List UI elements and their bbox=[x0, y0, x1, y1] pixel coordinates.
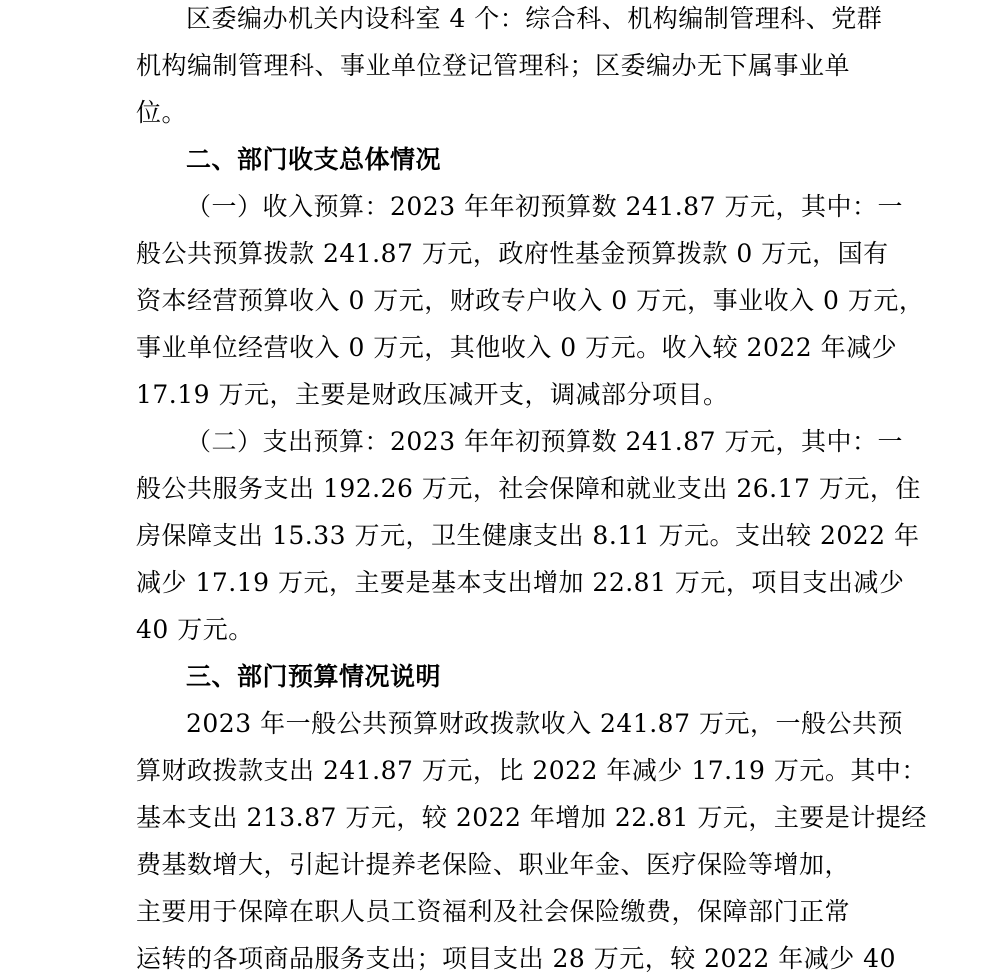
paragraph-line: 算财政拨款支出 241.87 万元，比 2022 年减少 17.19 万元。其中： bbox=[136, 756, 927, 785]
paragraph-line: 40 万元。 bbox=[136, 615, 254, 644]
paragraph-line: 2023 年一般公共预算财政拨款收入 241.87 万元，一般公共预 bbox=[186, 709, 903, 738]
paragraph-line: 房保障支出 15.33 万元，卫生健康支出 8.11 万元。支出较 2022 年 bbox=[136, 521, 920, 550]
paragraph-line: 主要用于保障在职人员工资福利及社会保险缴费，保障部门正常 bbox=[136, 897, 851, 926]
paragraph-line: 17.19 万元，主要是财政压减开支，调减部分项目。 bbox=[136, 380, 729, 409]
paragraph-line: 运转的各项商品服务支出；项目支出 28 万元，较 2022 年减少 40 bbox=[136, 944, 896, 973]
paragraph-line: 基本支出 213.87 万元，较 2022 年增加 22.81 万元，主要是计提经 bbox=[136, 803, 927, 832]
section-heading: 三、部门预算情况说明 bbox=[186, 662, 442, 691]
paragraph-line: 区委编办机关内设科室 4 个：综合科、机构编制管理科、党群 bbox=[186, 4, 883, 33]
paragraph-line: 机构编制管理科、事业单位登记管理科；区委编办无下属事业单 bbox=[136, 51, 851, 80]
paragraph-line: 般公共预算拨款 241.87 万元，政府性基金预算拨款 0 万元，国有 bbox=[136, 239, 889, 268]
paragraph-line: 位。 bbox=[136, 98, 188, 127]
paragraph-line: 般公共服务支出 192.26 万元，社会保障和就业支出 26.17 万元，住 bbox=[136, 474, 921, 503]
paragraph-line: 事业单位经营收入 0 万元，其他收入 0 万元。收入较 2022 年减少 bbox=[136, 333, 898, 362]
paragraph-line: 减少 17.19 万元，主要是基本支出增加 22.81 万元，项目支出减少 bbox=[136, 568, 905, 597]
paragraph-line: 费基数增大，引起计提养老保险、职业年金、医疗保险等增加， bbox=[136, 850, 851, 879]
section-heading: 二、部门收支总体情况 bbox=[186, 145, 442, 174]
paragraph-line: （二）支出预算：2023 年年初预算数 241.87 万元，其中：一 bbox=[186, 427, 903, 456]
paragraph-line: （一）收入预算：2023 年年初预算数 241.87 万元，其中：一 bbox=[186, 192, 903, 221]
paragraph-line: 资本经营预算收入 0 万元，财政专户收入 0 万元，事业收入 0 万元， bbox=[136, 286, 925, 315]
